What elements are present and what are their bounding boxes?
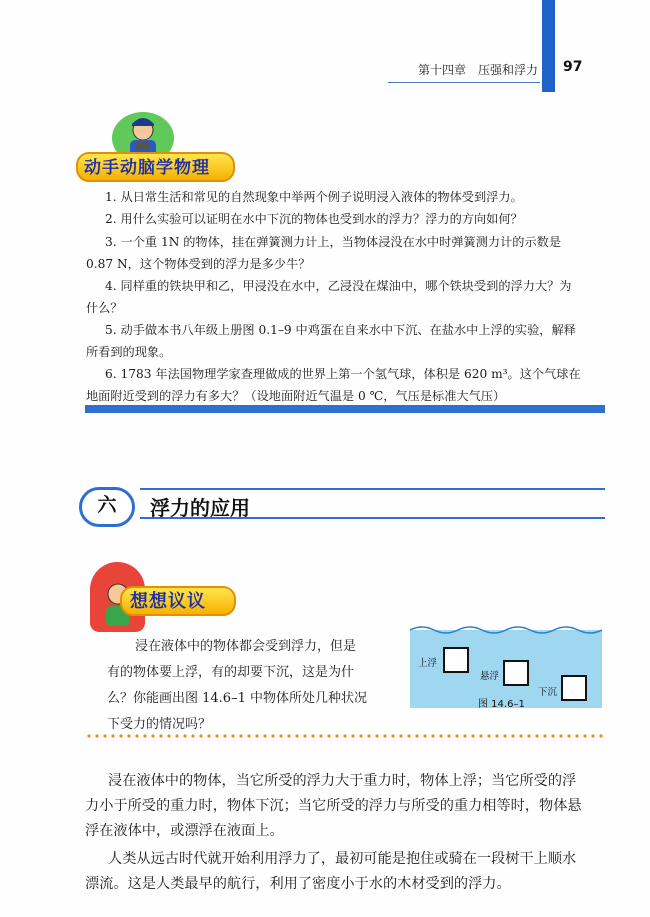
question-6: 6. 1783 年法国物理学家查理做成的世界上第一个氢气球，体积是 620 m³。这个气球在 (105, 367, 581, 381)
question-2: 2. 用什么实验可以证明在水中下沉的物体也受到水的浮力？浮力的方向如何？ (105, 212, 523, 226)
body-paragraph-1-line-3: 浮在液体中，或漂浮在液面上。 (85, 823, 284, 839)
section-number: 六 (97, 494, 117, 516)
header-rule (388, 82, 540, 83)
section-title: 浮力的应用 (150, 496, 250, 520)
discussion-line-4: 下受力的情况吗？ (107, 717, 212, 732)
body-paragraph-1-line-2: 力小于所受的重力时，物体下沉；当它所受的浮力与所受的重力相等时，物体悬 (85, 798, 582, 814)
question-4: 4. 同样重的铁块甲和乙，甲浸没在水中，乙浸没在煤油中，哪个铁块受到的浮力大？为 (105, 279, 572, 293)
question-3-cont: 0.87 N，这个物体受到的浮力是多少牛？ (86, 257, 311, 271)
discussion-line-1: 浸在液体中的物体都会受到浮力，但是 (135, 639, 357, 654)
question-5-cont: 所看到的现象。 (86, 345, 172, 359)
section-rule-top (140, 488, 605, 490)
sinking-box (561, 675, 587, 701)
section-divider (85, 405, 605, 413)
header-accent-bar (542, 0, 555, 92)
question-6-cont: 地面附近受到的浮力有多大？（设地面附近气温是 0 ℃，气压是标准大气压） (86, 389, 506, 403)
body-paragraph-2-line-1: 人类从远古时代就开始利用浮力了，最初可能是抱住或骑在一段树干上顺水 (108, 851, 577, 867)
question-4-cont: 什么？ (86, 301, 123, 315)
label-sink: 下沉 (538, 687, 558, 698)
floating-up-box (443, 647, 469, 673)
figure-caption: 图 14.6–1 (478, 699, 525, 710)
discussion-line-3: 么？你能画出图 14.6–1 中物体所处几种状况 (107, 691, 367, 706)
water-surface-wave (410, 620, 602, 634)
label-suspend: 悬浮 (480, 671, 500, 682)
suspended-box (503, 660, 529, 686)
dotted-divider (85, 734, 605, 738)
discussion-line-2: 有的物体要上浮，有的却要下沉，这是为什 (107, 665, 355, 680)
body-paragraph-1-line-1: 浸在液体中的物体，当它所受的浮力大于重力时，物体上浮；当它所受的浮 (108, 773, 577, 789)
label-float-up: 上浮 (418, 658, 438, 669)
question-1: 1. 从日常生活和常见的自然现象中举两个例子说明浸入液体的物体受到浮力。 (105, 190, 523, 204)
body-paragraph-2-line-2: 漂流。这是人类最早的航行，利用了密度小于水的木材受到的浮力。 (85, 876, 511, 892)
discussion-banner-title: 想想议议 (130, 591, 206, 612)
page-number: 97 (563, 59, 583, 75)
chapter-title: 第十四章 压强和浮力 (417, 63, 538, 77)
activity-banner-title: 动手动脑学物理 (84, 158, 210, 178)
question-3: 3. 一个重 1N 的物体，挂在弹簧测力计上，当物体浸没在水中时弹簧测力计的示数是 (105, 235, 562, 249)
question-5: 5. 动手做本书八年级上册图 0.1–9 中鸡蛋在自来水中下沉、在盐水中上浮的实验，解释 (105, 323, 576, 337)
